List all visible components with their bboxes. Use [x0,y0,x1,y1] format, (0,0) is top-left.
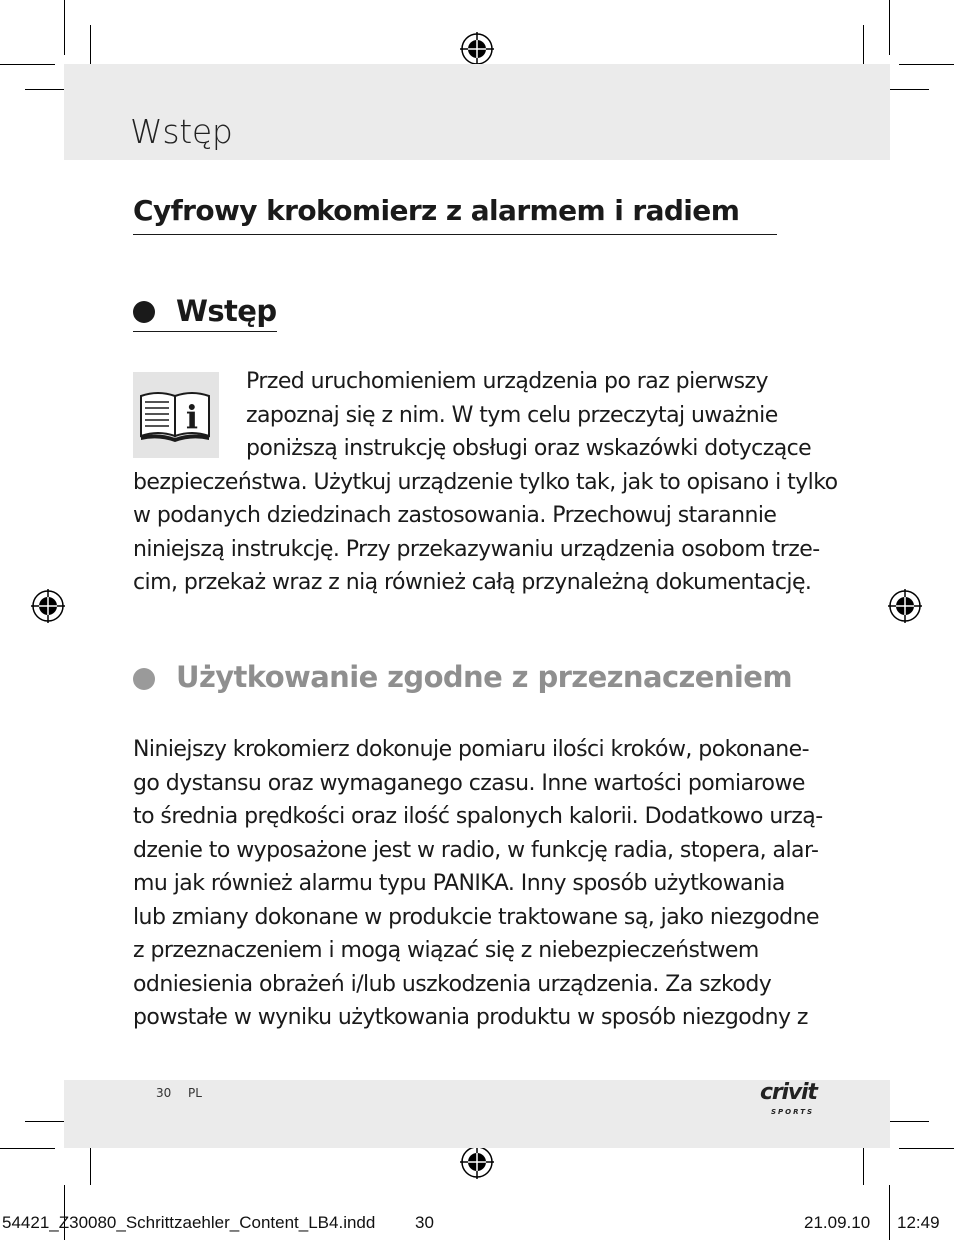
paragraph-line: go dystansu oraz wymaganego czasu. Inne wartości pomiarowe [133,770,805,796]
section-heading-intro: Wstęp [176,294,277,328]
paragraph-line: w podanych dziedzinach zastosowania. Przechowuj starannie [133,503,777,528]
svg-text:i: i [185,398,199,436]
slug-page: 30 [415,1213,434,1232]
registration-mark-icon [31,589,65,623]
brand-logo: crivit [760,1080,817,1105]
slug-date: 21.09.10 [804,1213,871,1232]
header-title: Wstęp [130,112,233,151]
page-number: 30 [156,1086,172,1100]
crop-mark [0,1148,55,1149]
paragraph-line: mu jak również alarmu typu PANIKA. Inny sposób użytkowania [133,871,785,896]
paragraph-line: zapoznaj się z nim. W tym celu przeczytaj uważnie [246,402,778,428]
page-title: Cyfrowy krokomierz z alarmem i radiem [133,194,777,235]
crop-mark [889,0,890,55]
crop-mark [0,64,55,65]
paragraph-line: Niniejszy krokomierz dokonuje pomiaru ilości kroków, pokonane- [133,737,810,762]
crop-mark [884,1121,929,1122]
slug-time: 12:49 [897,1213,940,1232]
crop-mark [64,0,65,55]
brand-subtitle: SPORTS [771,1108,815,1116]
paragraph-line: poniższą instrukcję obsługi oraz wskazówki dotyczące [246,436,812,461]
paragraph-line: dzenie to wyposażone jest w radio, w funkcję radia, stopera, alar- [133,837,819,863]
section-heading-underline [133,331,277,332]
slug-filename: 54421_Z30080_Schrittzaehler_Content_LB4.indd [2,1213,376,1232]
crop-mark [889,1185,890,1240]
info-book-icon [133,372,219,458]
registration-mark-icon [888,589,922,623]
paragraph-line: to średnia prędkości oraz ilość spalonych kalorii. Dodatkowo urzą- [133,804,823,829]
crop-mark [899,64,954,65]
paragraph-line: lub zmiany dokonane w produkcie traktowane są, jako niezgodne [133,904,819,930]
registration-mark-icon [460,32,494,66]
paragraph-line: powstałe w wyniku użytkowania produktu w sposób niezgodny z [133,1005,808,1030]
registration-mark-icon [460,1145,494,1179]
section-bullet-icon [133,301,155,323]
paragraph-line: niniejszą instrukcję. Przy przekazywaniu urządzenia osobom trze- [133,536,820,562]
paragraph-line: bezpieczeństwa. Użytkuj urządzenie tylko tak, jak to opisano i tylko [133,469,838,495]
paragraph-line: z przeznaczeniem i mogą wiązać się z niebezpieczeństwem [133,938,759,963]
paragraph-line: Przed uruchomieniem urządzenia po raz pierwszy [246,369,768,394]
crop-mark [899,1148,954,1149]
section-heading-usage: Użytkowanie zgodne z przeznaczeniem [176,660,792,694]
paragraph-line: cim, przekaż wraz z nią również całą przynależną dokumentację. [133,570,812,595]
crop-mark [884,89,929,90]
page-language: PL [188,1086,202,1100]
section-bullet-icon [133,668,155,690]
paragraph-line: odniesienia obrażeń i/lub uszkodzenia urządzenia. Za szkody [133,971,772,997]
